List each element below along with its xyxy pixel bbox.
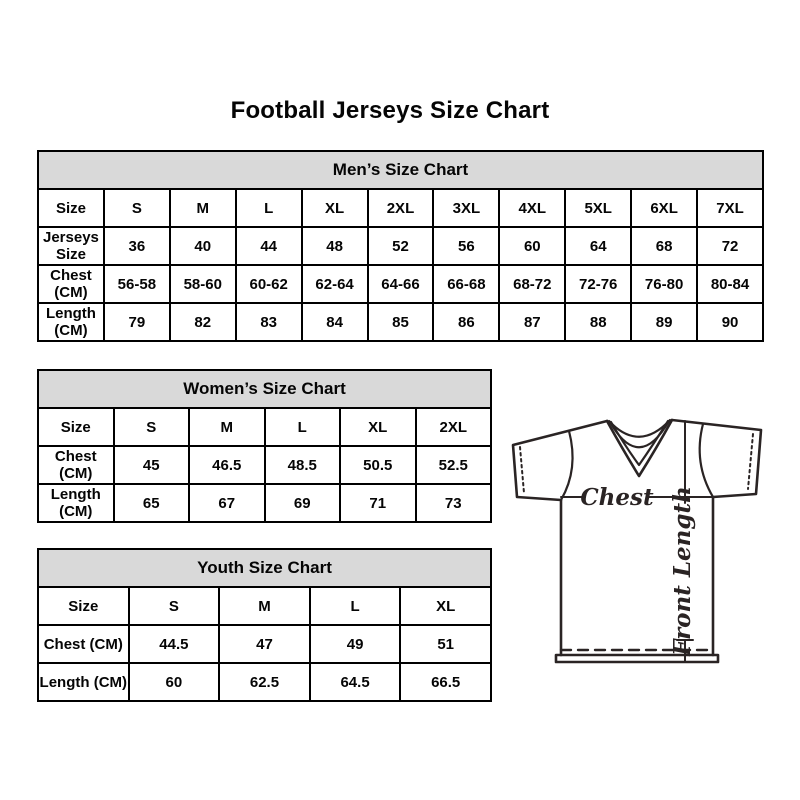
table-row (38, 484, 491, 522)
table-row (38, 587, 491, 625)
table-cell: 52.5 (416, 446, 492, 484)
table-row (38, 625, 491, 663)
table-cell: 64 (565, 227, 631, 265)
youth-size-table (37, 548, 492, 702)
table-cell: 49 (310, 625, 401, 663)
table-cell: 50.5 (340, 446, 416, 484)
table-cell: 69 (265, 484, 341, 522)
table-cell: L (310, 587, 401, 625)
table-cell: 36 (104, 227, 170, 265)
table-cell: 82 (170, 303, 236, 341)
table-cell: 71 (340, 484, 416, 522)
table-cell: 89 (631, 303, 697, 341)
table-cell: 60-62 (236, 265, 302, 303)
table-cell: 87 (499, 303, 565, 341)
table-cell: 66-68 (433, 265, 499, 303)
table-cell: 5XL (565, 189, 631, 227)
table-cell: 73 (416, 484, 492, 522)
table-row (38, 663, 491, 701)
table-cell: XL (340, 408, 416, 446)
table-cell: 7XL (697, 189, 763, 227)
jersey-collar (607, 420, 672, 476)
table-cell: 80-84 (697, 265, 763, 303)
table-cell: 3XL (433, 189, 499, 227)
table-cell: 40 (170, 227, 236, 265)
row-header-cell: Size (38, 189, 104, 227)
table-cell: 51 (400, 625, 491, 663)
table-title: Women’s Size Chart (38, 370, 491, 408)
table-cell: 86 (433, 303, 499, 341)
table-cell: 2XL (416, 408, 492, 446)
table-cell: 90 (697, 303, 763, 341)
row-header-cell: Length (CM) (38, 303, 104, 341)
row-header-cell: Chest (CM) (38, 446, 114, 484)
table-cell: 79 (104, 303, 170, 341)
womens-size-table (37, 369, 492, 523)
table-cell: M (219, 587, 310, 625)
front-length-label: Front Length (669, 486, 696, 656)
table-title: Men’s Size Chart (38, 151, 763, 189)
table-cell: 44 (236, 227, 302, 265)
mens-size-table (37, 150, 764, 342)
table-cell: XL (400, 587, 491, 625)
row-header-cell: Length (CM) (38, 663, 129, 701)
table-cell: 72-76 (565, 265, 631, 303)
table-cell: M (170, 189, 236, 227)
table-row (38, 227, 763, 265)
table-cell: 88 (565, 303, 631, 341)
table-cell: 60 (499, 227, 565, 265)
table-cell: S (129, 587, 220, 625)
jersey-outline (513, 420, 761, 662)
table-cell: 64.5 (310, 663, 401, 701)
row-header-cell: Chest (CM) (38, 625, 129, 663)
table-row (38, 303, 763, 341)
row-header-cell: Size (38, 587, 129, 625)
table-cell: 60 (129, 663, 220, 701)
table-cell: 68 (631, 227, 697, 265)
table-cell: 84 (302, 303, 368, 341)
row-header-cell: Length (CM) (38, 484, 114, 522)
table-cell: 67 (189, 484, 265, 522)
table-cell: L (236, 189, 302, 227)
table-cell: 2XL (368, 189, 434, 227)
row-header-cell: Chest (CM) (38, 265, 104, 303)
chest-label: Chest (580, 484, 654, 511)
table-cell: 47 (219, 625, 310, 663)
table-cell: 68-72 (499, 265, 565, 303)
table-cell: 48 (302, 227, 368, 265)
table-cell: 76-80 (631, 265, 697, 303)
table-cell: 85 (368, 303, 434, 341)
table-cell: M (189, 408, 265, 446)
table-cell: S (114, 408, 190, 446)
table-row (38, 189, 763, 227)
table-row (38, 265, 763, 303)
table-cell: 65 (114, 484, 190, 522)
table-header-row (38, 370, 491, 408)
table-row (38, 446, 491, 484)
table-title: Youth Size Chart (38, 549, 491, 587)
table-cell: 4XL (499, 189, 565, 227)
table-cell: 6XL (631, 189, 697, 227)
table-cell: 72 (697, 227, 763, 265)
table-cell: 44.5 (129, 625, 220, 663)
row-header-cell: Size (38, 408, 114, 446)
table-cell: 45 (114, 446, 190, 484)
table-cell: 56 (433, 227, 499, 265)
page-title: Football Jerseys Size Chart (230, 97, 550, 124)
row-header-cell: Jerseys Size (38, 227, 104, 265)
table-header-row (38, 151, 763, 189)
table-row (38, 408, 491, 446)
table-cell: 56-58 (104, 265, 170, 303)
table-cell: 83 (236, 303, 302, 341)
table-header-row (38, 549, 491, 587)
table-cell: S (104, 189, 170, 227)
table-cell: L (265, 408, 341, 446)
front-length-measure-line (677, 421, 693, 661)
table-cell: 58-60 (170, 265, 236, 303)
table-cell: 48.5 (265, 446, 341, 484)
table-cell: 52 (368, 227, 434, 265)
table-cell: 46.5 (189, 446, 265, 484)
table-cell: 62-64 (302, 265, 368, 303)
table-cell: 66.5 (400, 663, 491, 701)
table-cell: XL (302, 189, 368, 227)
table-cell: 62.5 (219, 663, 310, 701)
table-cell: 64-66 (368, 265, 434, 303)
